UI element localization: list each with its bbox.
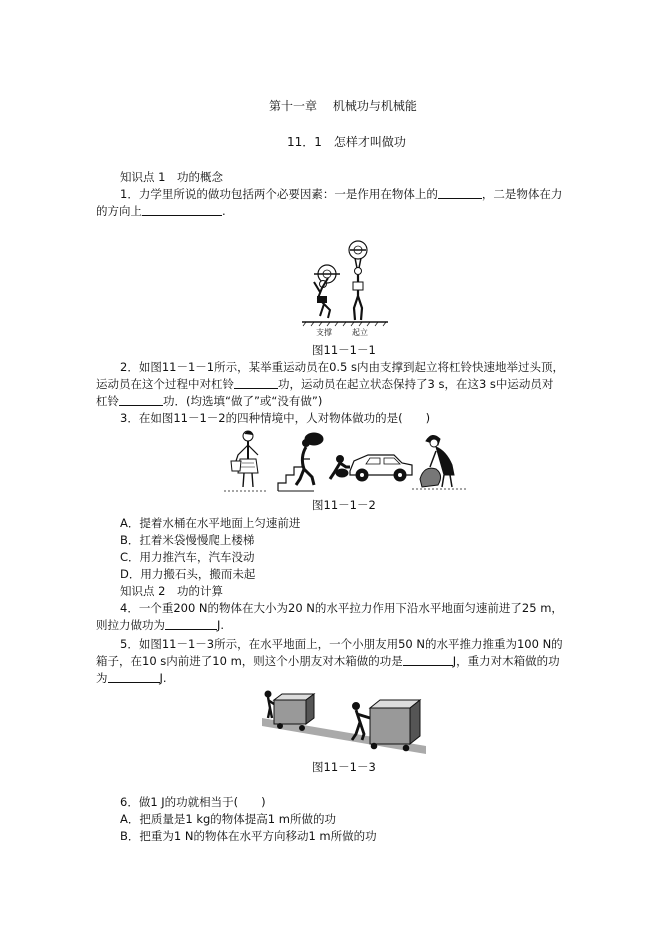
question-5-text-d: J.	[159, 671, 167, 685]
question-6-option-b: B．把重为1 N的物体在水平方向移动1 m所做的功	[120, 829, 377, 843]
question-2-text-c: 杠铃	[96, 394, 119, 408]
answer-blank	[119, 394, 163, 406]
question-4-text-b: J.	[217, 618, 225, 632]
question-6-stem: 6．做1 J的功就相当于( )	[120, 795, 266, 809]
question-4-text-a: 则拉力做功为	[96, 618, 165, 632]
question-3-stem: 3．在如图11－1－2的四种情境中，人对物体做功的是( )	[120, 411, 431, 425]
question-4-line-2	[96, 618, 224, 632]
knowledge-point-1: 知识点 1 功的概念	[120, 170, 223, 184]
knowledge-point-2: 知识点 2 功的计算	[120, 584, 223, 598]
figure-caption-2: 图11－1－2	[312, 498, 376, 512]
question-1-text-b: ，二是物体在力	[481, 187, 563, 201]
question-1-text-c: 的方向上	[96, 204, 142, 218]
scenario-car	[330, 455, 412, 481]
question-2-line-3	[96, 394, 322, 408]
box-second	[352, 700, 420, 751]
scenario-bucket	[224, 431, 268, 491]
question-3-option-a: A．提着水桶在水平地面上匀速前进	[120, 516, 301, 530]
answer-blank	[165, 618, 217, 630]
question-5-text-a: 箱子，在10 s内前进了10 m，则这个小朋友对木箱做的功是	[96, 654, 403, 668]
question-1-line-2	[96, 204, 226, 218]
figure-caption-3: 图11－1－3	[312, 760, 376, 774]
figure-pushing-box	[260, 688, 430, 758]
question-2-line-1: 2．如图11－1－1所示，某举重运动员在0.5 s内由支撑到起立将杠铃快速地举过头顶，	[120, 360, 565, 374]
answer-blank	[438, 187, 482, 199]
question-5-text-b: J，重力对木箱做的功	[452, 654, 560, 668]
question-3-option-c: C．用力推汽车，汽车没动	[120, 550, 255, 564]
question-5-line-2	[96, 654, 560, 668]
question-3-option-d: D．用力搬石头，搬而未起	[120, 567, 256, 581]
question-1-line-1	[120, 187, 562, 201]
question-2-text-b: 功，运动员在起立状态保持了3 s，在这3 s中运动员对	[278, 377, 554, 391]
question-2-text-d: 功．(均选填“做了”或“没有做”)	[163, 394, 323, 408]
question-5-line-1: 5．如图11－1－3所示，在水平地面上，一个小朋友用50 N的水平推力推重为100 N的	[120, 637, 563, 651]
question-5-line-3	[96, 671, 167, 685]
scenario-stairs	[278, 433, 323, 491]
question-1-text-d: .	[222, 204, 226, 218]
figure-label-left: 支撑	[316, 328, 332, 337]
question-2-line-2	[96, 377, 553, 391]
figure-label-right: 起立	[352, 328, 368, 337]
question-5-text-c: 为	[96, 671, 108, 685]
figure-weightlifter	[300, 238, 390, 338]
question-1-text-a: 1．力学里所说的做功包括两个必要因素：一是作用在物体上的	[120, 187, 438, 201]
scenario-stone	[412, 435, 468, 489]
answer-blank	[108, 671, 160, 683]
question-6-option-a: A．把质量是1 kg的物体提高1 m所做的功	[120, 812, 336, 826]
question-3-option-b: B．扛着米袋慢慢爬上楼梯	[120, 533, 255, 547]
answer-blank	[142, 204, 222, 216]
answer-blank	[403, 654, 453, 666]
question-4-line-1: 4．一个重200 N的物体在大小为20 N的水平拉力作用下沿水平地面匀速前进了25 m，	[120, 601, 563, 615]
section-title: 11．1 怎样才叫做功	[287, 135, 406, 149]
chapter-title: 第十一章 机械功与机械能	[269, 99, 417, 113]
figure-four-scenarios	[222, 429, 470, 497]
answer-blank	[234, 377, 278, 389]
question-2-text-a: 运动员在这个过程中对杠铃	[96, 377, 234, 391]
figure-caption-1: 图11－1－1	[312, 343, 376, 357]
